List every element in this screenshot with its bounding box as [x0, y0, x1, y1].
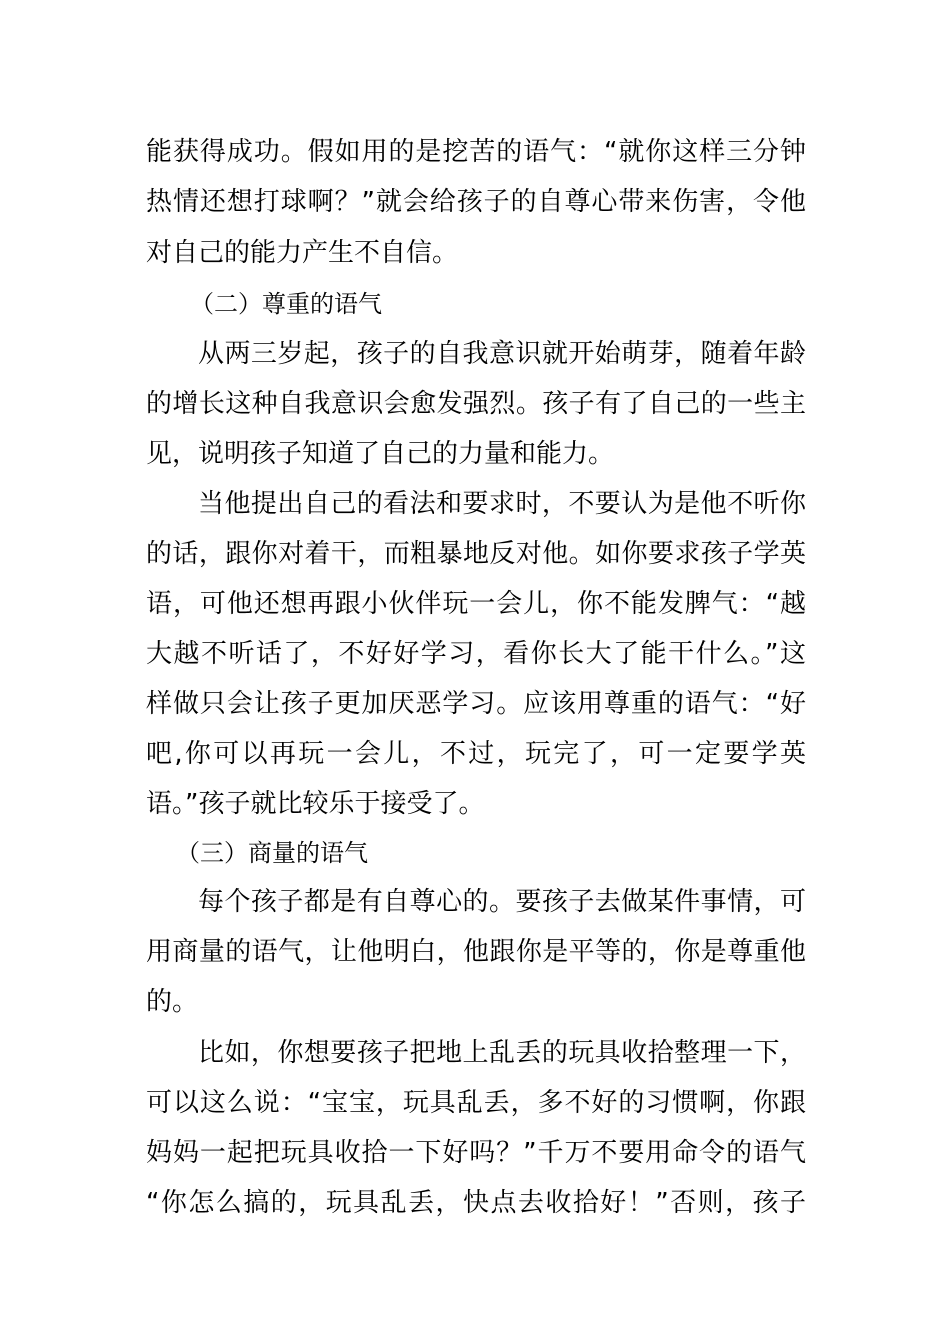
text-line: 吧,你可以再玩一会儿，不过，玩完了，可一定要学英 [146, 739, 806, 769]
text-line: 的。 [146, 987, 199, 1017]
text-line: 大越不听话了，不好好学习，看你长大了能干什么。”这 [146, 639, 806, 669]
text-line: 对自己的能力产生不自信。 [146, 238, 459, 268]
text-line: 语。”孩子就比较乐于接受了。 [146, 789, 485, 819]
text-line: 当他提出自己的看法和要求时，不要认为是他不听你 [198, 489, 806, 519]
section-heading: （二）尊重的语气 [190, 290, 382, 318]
text-line: 的增长这种自我意识会愈发强烈。孩子有了自己的一些主 [146, 389, 806, 419]
text-line: 用商量的语气，让他明白，他跟你是平等的，你是尊重他 [146, 937, 806, 967]
text-line: 样做只会让孩子更加厌恶学习。应该用尊重的语气：“好 [146, 689, 806, 719]
text-line: 从两三岁起，孩子的自我意识就开始萌芽，随着年龄 [198, 339, 806, 369]
text-line: “你怎么搞的，玩具乱丢，快点去收拾好！”否则，孩子 [146, 1188, 806, 1218]
text-line: 妈妈一起把玩具收拾一下好吗？”千万不要用命令的语气 [146, 1138, 806, 1168]
text-line: 能获得成功。假如用的是挖苦的语气：“就你这样三分钟 [146, 137, 806, 167]
section-heading: （三）商量的语气 [176, 839, 368, 867]
text-line: 的话，跟你对着干，而粗暴地反对他。如你要求孩子学英 [146, 539, 806, 569]
text-line: 语，可他还想再跟小伙伴玩一会儿，你不能发脾气：“越 [146, 589, 806, 619]
text-line: 可以这么说：“宝宝，玩具乱丢，多不好的习惯啊，你跟 [146, 1088, 806, 1118]
text-line: 见，说明孩子知道了自己的力量和能力。 [146, 439, 615, 469]
text-line: 比如，你想要孩子把地上乱丢的玩具收拾整理一下， [198, 1038, 806, 1068]
text-line: 热情还想打球啊？”就会给孩子的自尊心带来伤害，令他 [146, 187, 806, 217]
text-line: 每个孩子都是有自尊心的。要孩子去做某件事情，可 [198, 887, 806, 917]
